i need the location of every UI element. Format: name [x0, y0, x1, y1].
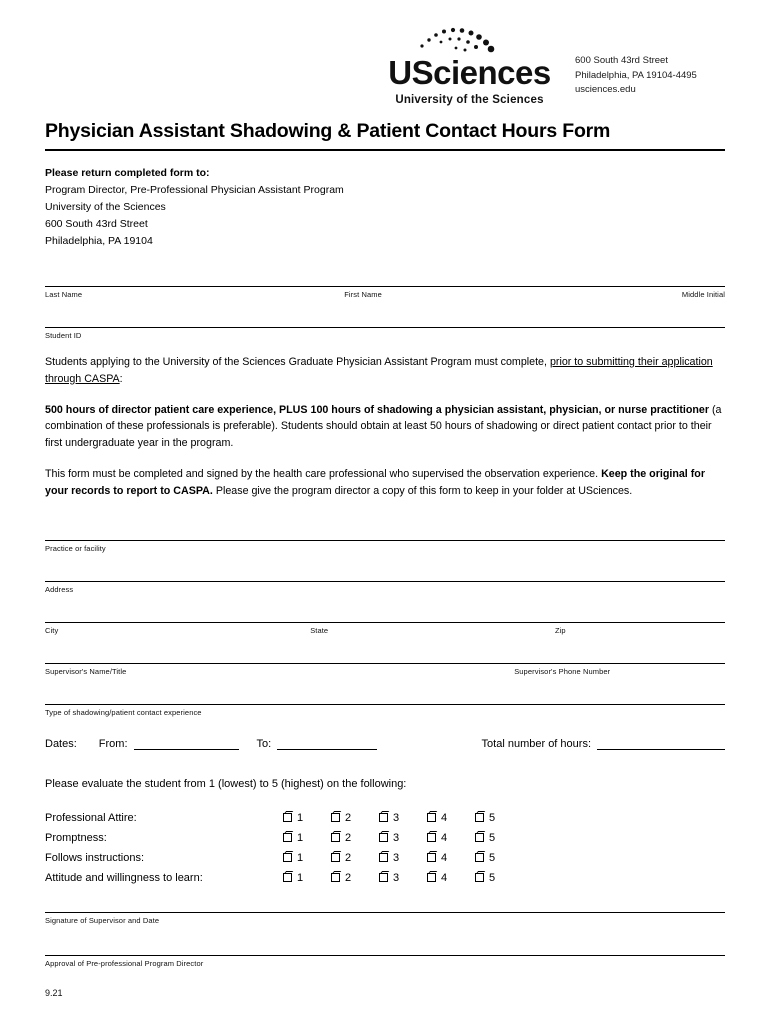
option-label: 2 — [345, 871, 352, 884]
practice-facility-label: Practice or facility — [45, 543, 106, 553]
para1-part-b: : — [119, 372, 123, 385]
eval-option[interactable] — [475, 832, 523, 844]
return-line-4: Philadelphia, PA 19104 — [45, 235, 153, 247]
option-label: 3 — [393, 851, 400, 864]
to-label: To: — [256, 737, 272, 750]
logo-wordmark: USciences — [388, 54, 551, 91]
evaluation-table — [45, 812, 725, 884]
para3-part-b: Please give the program director a copy of this form to keep in your folder at USciences. — [212, 484, 633, 497]
option-label: 1 — [297, 851, 304, 864]
checkbox-icon[interactable] — [379, 833, 388, 842]
supervisor-name-label: Supervisor's Name/Title — [45, 666, 127, 676]
option-label: 4 — [441, 811, 448, 824]
document-header — [45, 0, 725, 106]
option-label: 4 — [441, 871, 448, 884]
eval-option[interactable] — [331, 812, 379, 824]
eval-option[interactable] — [283, 852, 331, 864]
option-label: 4 — [441, 831, 448, 844]
supervisor-phone-label: Supervisor's Phone Number — [514, 666, 611, 676]
form-revision-code: 9.21 — [45, 987, 63, 998]
total-hours-input-line[interactable] — [597, 737, 725, 750]
option-label: 5 — [489, 811, 496, 824]
return-address-block — [45, 165, 725, 250]
option-label: 5 — [489, 851, 496, 864]
checkbox-icon[interactable] — [475, 873, 484, 882]
dates-label: Dates: — [45, 737, 77, 750]
return-line-3: 600 South 43rd Street — [45, 218, 148, 230]
option-label: 2 — [345, 811, 352, 824]
checkbox-icon[interactable] — [475, 853, 484, 862]
eval-label-follows-instructions: Follows instructions: — [45, 851, 145, 864]
checkbox-icon[interactable] — [283, 853, 292, 862]
para3-part-a: This form must be completed and signed by the health care professional who supervised the observation experience. — [45, 467, 602, 480]
signature-section — [45, 912, 725, 968]
student-id-label: Student ID — [45, 331, 82, 340]
practice-facility-row[interactable] — [45, 540, 725, 553]
name-fields-row[interactable] — [45, 286, 725, 299]
para3-bold: Keep the original for your records to report to CASPA. — [45, 467, 705, 497]
eval-row-attitude — [45, 872, 725, 884]
supervisor-signature-label: Signature of Supervisor and Date — [45, 915, 160, 925]
option-label: 5 — [489, 871, 496, 884]
from-label: From: — [98, 737, 128, 750]
option-label: 2 — [345, 851, 352, 864]
checkbox-icon[interactable] — [331, 873, 340, 882]
experience-type-label: Type of shadowing/patient contact experience — [45, 707, 202, 717]
paragraph-signature-instruction — [45, 466, 725, 500]
dates-row[interactable] — [45, 737, 725, 750]
eval-label-professional-attire: Professional Attire: — [45, 811, 137, 824]
address-line-1: 600 South 43rd Street — [575, 55, 668, 66]
option-label: 3 — [393, 811, 400, 824]
supervisor-signature-row[interactable] — [45, 912, 725, 925]
page-title-wrap — [45, 120, 725, 151]
eval-option[interactable] — [427, 872, 475, 884]
option-label: 4 — [441, 851, 448, 864]
para1-underlined: prior to submitting their application through CASPA — [45, 356, 713, 385]
return-heading: Please return completed form to: — [45, 167, 210, 179]
usciences-logo — [382, 26, 557, 106]
eval-option[interactable] — [379, 852, 427, 864]
eval-option[interactable] — [379, 812, 427, 824]
eval-row-follows-instructions — [45, 852, 725, 864]
eval-option[interactable] — [427, 832, 475, 844]
from-input-line[interactable] — [134, 737, 239, 750]
eval-option[interactable] — [475, 852, 523, 864]
paragraph-hours-requirement — [45, 402, 725, 452]
eval-option[interactable] — [427, 812, 475, 824]
checkbox-icon[interactable] — [331, 813, 340, 822]
experience-type-row[interactable] — [45, 704, 725, 717]
return-line-2: University of the Sciences — [45, 201, 166, 213]
checkbox-icon[interactable] — [283, 833, 292, 842]
checkbox-icon[interactable] — [283, 813, 292, 822]
eval-label-promptness: Promptness: — [45, 831, 107, 844]
checkbox-icon[interactable] — [379, 873, 388, 882]
zip-label: Zip — [554, 625, 566, 635]
checkbox-icon[interactable] — [331, 853, 340, 862]
eval-option[interactable] — [475, 812, 523, 824]
option-label: 2 — [345, 831, 352, 844]
address-line-2: Philadelphia, PA 19104-4495 — [575, 69, 697, 81]
eval-option[interactable] — [331, 872, 379, 884]
option-label: 3 — [393, 871, 400, 884]
logo-dots-icon — [382, 26, 557, 56]
page-title: Physician Assistant Shadowing & Patient Contact Hours Form — [45, 120, 611, 142]
eval-option[interactable] — [475, 872, 523, 884]
para1-part-a: Students applying to the University of the Sciences Graduate Physician Assistant Program must complete, — [45, 356, 550, 368]
checkbox-icon[interactable] — [427, 813, 436, 822]
option-label: 1 — [297, 831, 304, 844]
checkbox-icon[interactable] — [379, 853, 388, 862]
student-id-row[interactable] — [45, 327, 725, 340]
eval-option[interactable] — [331, 852, 379, 864]
eval-option[interactable] — [427, 852, 475, 864]
eval-option[interactable] — [283, 832, 331, 844]
eval-option[interactable] — [379, 832, 427, 844]
state-label: State — [310, 625, 329, 635]
supervisor-row[interactable] — [45, 663, 725, 676]
option-label: 1 — [297, 811, 304, 824]
return-line-1: Program Director, Pre-Professional Physician Assistant Program — [45, 184, 344, 196]
city-state-zip-row[interactable] — [45, 622, 725, 635]
checkbox-icon[interactable] — [427, 873, 436, 882]
to-input-line[interactable] — [277, 737, 377, 750]
option-label: 1 — [297, 871, 304, 884]
address-row[interactable] — [45, 581, 725, 594]
address-label: Address — [45, 584, 74, 594]
eval-row-promptness — [45, 832, 725, 844]
logo-tagline: University of the Sciences — [395, 94, 544, 106]
checkbox-icon[interactable] — [331, 833, 340, 842]
middle-initial-label: Middle Initial — [681, 290, 725, 299]
address-line-3: usciences.edu — [575, 84, 636, 96]
checkbox-icon[interactable] — [427, 833, 436, 842]
eval-option[interactable] — [283, 872, 331, 884]
city-label: City — [45, 625, 59, 635]
paragraph-requirement-intro — [45, 354, 725, 388]
checkbox-icon[interactable] — [379, 813, 388, 822]
director-approval-label: Approval of Pre-professional Program Director — [45, 958, 204, 968]
header-address — [575, 26, 725, 98]
para2-bold: 500 hours of director patient care experience, PLUS 100 hours of shadowing a physician assistant, physician, or nurse practitioner — [45, 403, 710, 416]
eval-option[interactable] — [379, 872, 427, 884]
checkbox-icon[interactable] — [283, 873, 292, 882]
checkbox-icon[interactable] — [475, 813, 484, 822]
eval-row-professional-attire — [45, 812, 725, 824]
last-name-label: Last Name — [45, 290, 83, 299]
eval-option[interactable] — [331, 832, 379, 844]
checkbox-icon[interactable] — [427, 853, 436, 862]
option-label: 3 — [393, 831, 400, 844]
para2-rest: (a combination of these professionals is preferable). Students should obtain at least 50 hours of shadowing or direct patient contact prior to their first undergraduate year in the program. — [45, 403, 722, 450]
director-approval-row[interactable] — [45, 955, 725, 968]
eval-option[interactable] — [283, 812, 331, 824]
evaluation-intro: Please evaluate the student from 1 (lowest) to 5 (highest) on the following: — [45, 777, 407, 790]
checkbox-icon[interactable] — [475, 833, 484, 842]
total-hours-label: Total number of hours: — [481, 737, 591, 750]
eval-label-attitude: Attitude and willingness to learn: — [45, 871, 203, 884]
option-label: 5 — [489, 831, 496, 844]
first-name-label: First Name — [344, 290, 382, 299]
